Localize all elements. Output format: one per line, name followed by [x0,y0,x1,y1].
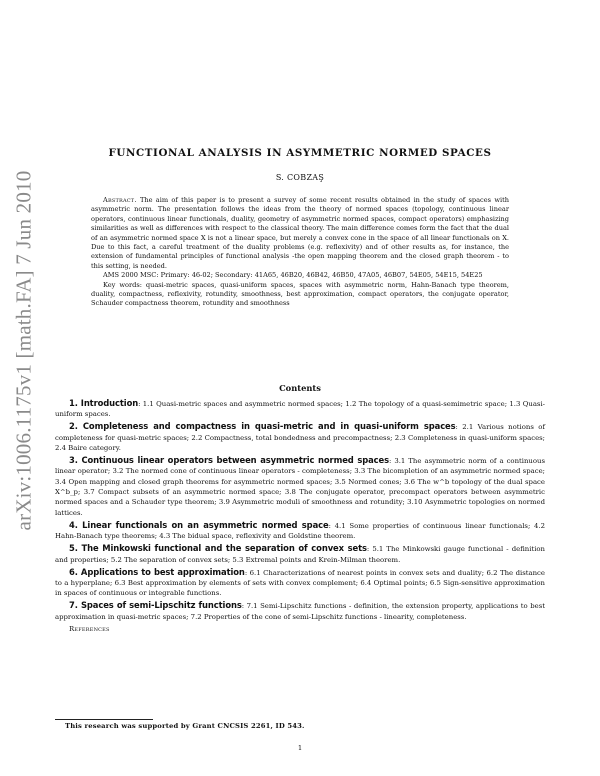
toc-section-items: : 7.1 Semi-Lipschitz functions - definition, the extension property, applications to best approximation in quasi-metric spaces; 7.2 Properties of the cone of semi-Lipschitz functions - linearity, completeness. [55,602,546,621]
toc-entry [55,600,545,622]
page-number: 1 [297,744,303,752]
toc-section-heading: 2. Completeness and compactness in quasi-metric and in quasi-uniform spaces [69,421,456,432]
toc-section-items: : 6.1 Characterizations of nearest points in convex sets and duality; 6.2 The distance to a hyperplane; 6.3 Best approximation by elements of sets with convex complement; 6.4 Optimal points; 6.5 Sign-sensitive approximation in spaces of continuous or integrable functions. [55,568,545,598]
footnote-rule [55,719,153,720]
toc-entry [55,455,545,518]
toc-section-items: : 1.1 Quasi-metric spaces and asymmetric normed spaces; 1.2 The topology of a quasi-semimetric space; 1.3 Quasi-uniform spaces. [55,400,545,419]
table-of-contents [55,398,545,634]
toc-entry [55,398,545,420]
contents-heading: Contents [279,383,321,393]
paper-author: S. COBZAŞ [275,173,325,182]
toc-entry [55,543,545,565]
toc-entry [55,421,545,453]
paper-title: FUNCTIONAL ANALYSIS IN ASYMMETRIC NORMED SPACES [108,147,492,159]
toc-entry [55,520,545,542]
abstract [91,196,509,309]
toc-section-heading: 5. The Minkowski functional and the separation of convex sets [69,543,367,554]
abstract-paragraph [91,196,509,271]
abstract-text: The aim of this paper is to present a survey of some recent results obtained in the study of spaces with asymmetric norm. The presentation follows the ideas from the theory of normed spaces (topology, continuous linear operators, continuous linear functionals, duality, geometry of asymmetric normed spaces, compact operators) emphasizing similarities as well as differences with respect to the classical theory. The main difference comes form the fact that the dual of an asymmetric normed space X is not a linear space, but merely a convex cone in the space of all linear functionals on X. Due to this fact, a careful treatment of the duality problems (e.g. reflexivity) and of other results as, for instance, the extension of fundamental principles of functional analysis -the open mapping theorem and the closed graph theorem - to this setting, is needed. [91,196,509,270]
abstract-keywords: Key words: quasi-metric spaces, quasi-uniform spaces, spaces with asymmetric norm, Hahn-Banach type theorem, duality, compactness, reflexivity, rotundity, smoothness, best approximation, compact operators, the conjugate operator, Schauder compactness theorem, rotundity and smoothness [91,280,509,308]
toc-references: References [69,624,110,633]
arxiv-stamp [4,150,44,550]
toc-section-heading: 3. Continuous linear operators between asymmetric normed spaces [69,455,389,466]
toc-section-heading: 6. Applications to best approximation [69,566,245,577]
arxiv-stamp-text: arXiv:1006.1175v1 [math.FA] 7 Jun 2010 [11,170,36,530]
toc-entry [55,567,545,599]
toc-section-heading: 4. Linear functionals on an asymmetric normed space [69,519,329,530]
footnote: This research was supported by Grant CNCSIS 2261, ID 543. [65,722,305,730]
toc-section-heading: 7. Spaces of semi-Lipschitz functions [69,600,242,611]
abstract-msc: AMS 2000 MSC: Primary: 46-02; Secondary: 41A65, 46B20, 46B42, 46B50, 47A05, 46B07, 54E05, 54E15, 54E25 [103,271,483,280]
abstract-label: Abstract. [103,196,137,204]
toc-section-items: : 3.1 The asymmetric norm of a continuous linear operator; 3.2 The normed cone of continuous linear operators - completeness; 3.3 The bicompletion of an asymmetric normed space; 3.4 Open mapping and closed graph theorems for asymmetric normed spaces; 3.5 Normed cones; 3.6 The w^b topology of the dual space X^b_p; 3.7 Compact subsets of an asymmetric normed space; 3.8 The conjugate operator, precompact operators between asymmetric normed spaces and a Schauder type theorem; 3.9 Asymmetric moduli of smoothness and rotundity; 3.10 Asymmetric topologies on normed lattices. [55,457,545,517]
toc-section-items: : 4.1 Some properties of continuous linear functionals; 4.2 Hahn-Banach type theorems; 4.3 The bidual space, reflexivity and Goldstine theorem. [55,521,545,541]
toc-section-items: : 2.1 Various notions of completeness for quasi-metric spaces; 2.2 Compactness, total bondedness and precompactness; 2.3 Completeness in quasi-uniform spaces; 2.4 Baire category. [55,423,545,453]
toc-section-heading: 1. Introduction [69,398,139,408]
toc-section-items: : 5.1 The Minkowski gauge functional - definition and properties; 5.2 The separation of convex sets; 5.3 Extremal points and Krein-Milman theorem. [55,545,545,564]
